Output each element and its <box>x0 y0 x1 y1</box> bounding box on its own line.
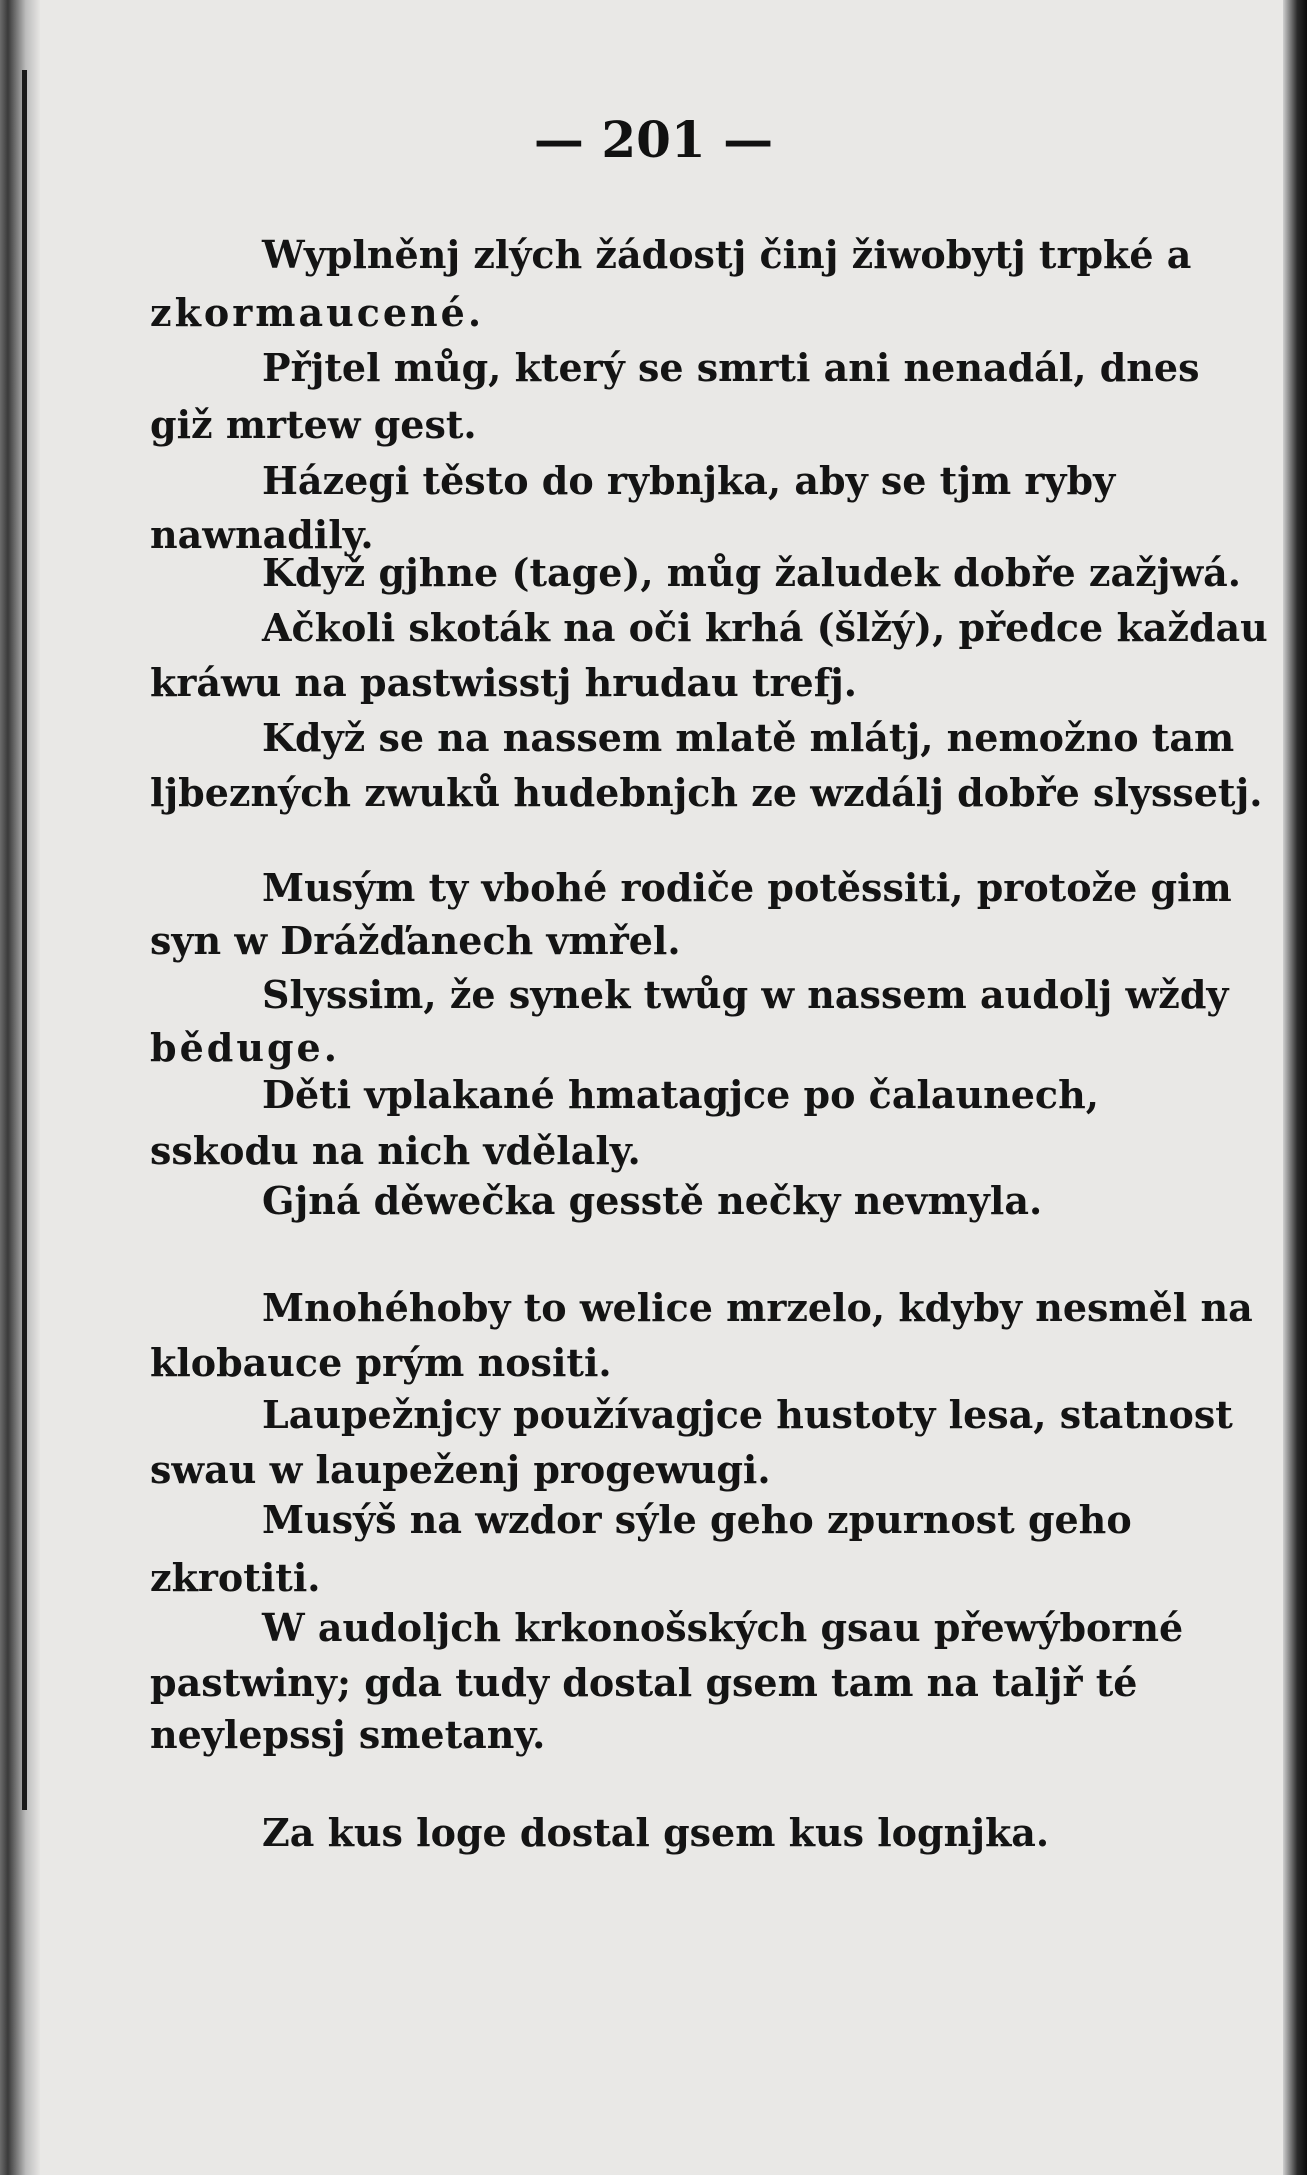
text-line: syn w Drážďanech vmřel. <box>150 918 681 963</box>
text-line: běduge. <box>150 1025 340 1070</box>
text-line: zkormaucené. <box>150 290 485 335</box>
text-line: nawnadily. <box>150 512 374 557</box>
text-line: ljbezných zwuků hudebnjch ze wzdálj dobře slyssetj. <box>150 770 1263 815</box>
page-right-edge <box>1283 0 1307 2175</box>
text-line: Slyssim, že synek twůg w nassem audolj wždy <box>262 972 1229 1017</box>
text-line: kráwu na pastwisstj hrudau trefj. <box>150 660 858 705</box>
text-line: Přjtel můg, který se smrti ani nenadál, dnes <box>262 345 1200 390</box>
text-line: zkrotiti. <box>150 1555 321 1600</box>
text-line: Gjná děwečka gesstě nečky nevmyla. <box>262 1178 1043 1223</box>
text-line: pastwiny; gda tudy dostal gsem tam na taljř té <box>150 1660 1138 1705</box>
text-line: giž mrtew gest. <box>150 402 477 447</box>
text-line: Musým ty vbohé rodiče potěssiti, protože gim <box>262 865 1232 910</box>
text-line: Musýš na wzdor sýle geho zpurnost geho <box>262 1497 1132 1542</box>
text-line: Mnohéhoby to welice mrzelo, kdyby nesměl na <box>262 1285 1253 1330</box>
binding-edge-line <box>22 70 27 1810</box>
text-line: W audoljch krkonošských gsau přewýborné <box>262 1605 1184 1650</box>
page-binding-shadow <box>0 0 40 2175</box>
text-line: Ačkoli skoták na oči krhá (šlžý), předce každau <box>262 605 1268 650</box>
text-line: Házegi těsto do rybnjka, aby se tjm ryby <box>262 458 1116 503</box>
text-line: Wyplněnj zlých žádostj činj žiwobytj trpké a <box>262 232 1192 277</box>
text-line: neylepssj smetany. <box>150 1712 546 1757</box>
text-line: swau w laupeženj progewugi. <box>150 1447 771 1492</box>
text-line: klobauce prým nositi. <box>150 1340 612 1385</box>
text-line: Děti vplakané hmatagjce po čalaunech, <box>262 1072 1099 1117</box>
page-number: — 201 — <box>533 110 774 169</box>
text-line: Když gjhne (tage), můg žaludek dobře zažjwá. <box>262 550 1242 595</box>
text-line: Když se na nassem mlatě mlátj, nemožno tam <box>262 715 1235 760</box>
text-line: Laupežnjcy používagjce hustoty lesa, statnost <box>262 1392 1233 1437</box>
text-line: sskodu na nich vdělaly. <box>150 1128 641 1173</box>
text-line: Za kus loge dostal gsem kus lognjka. <box>262 1810 1050 1855</box>
